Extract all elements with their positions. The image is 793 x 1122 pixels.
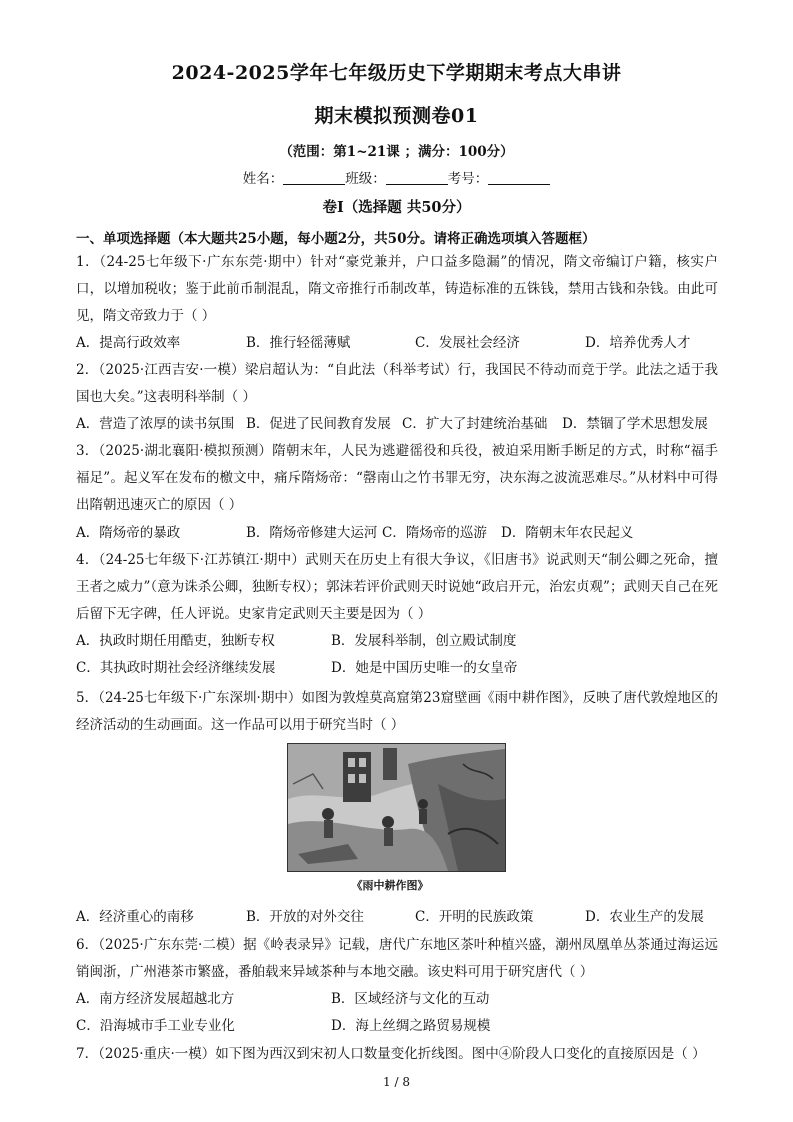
- option-c: C．其执政时期社会经济继续发展: [76, 660, 276, 676]
- question-3: 3．（2025·湖北襄阳·模拟预测）隋朝末年，人民为逃避徭役和兵役，被迫采用断手断足的方式，时称“福手福足”。起义军在发布的檄文中，痛斥隋炀帝：“罄南山之竹书罪无穷，决东海之波流恶难尽。”从材料中可得出隋朝迅速灭亡的原因（ ）: [76, 443, 718, 513]
- option-a: A．执政时期任用酷吏，独断专权: [76, 633, 275, 649]
- option-d: D．海上丝绸之路贸易规模: [331, 1018, 491, 1034]
- question-4-options-row2: [76, 655, 736, 682]
- option-b: B．推行轻徭薄赋: [246, 335, 351, 351]
- class-blank: [386, 170, 448, 185]
- option-a: A．提高行政效率: [76, 335, 181, 351]
- question-6: 6．（2025·广东东莞·二模）据《岭表录异》记载，唐代广东地区茶叶种植兴盛，潮州凤凰单丛茶通过海运远销闽浙，广州港茶市繁盛，番舶载来异域茶种与本地交融。该史料可用于研究唐代（ ）: [76, 937, 718, 980]
- option-d: D．培养优秀人才: [585, 335, 691, 351]
- question-2: 2．（2025·江西吉安·一模）梁启超认为：“自此法（科举考试）行，我国民不待动而竞于学。此法之适于我国也大矣。”这表明科举制（ ）: [76, 362, 718, 405]
- question-4-options-row1: [76, 628, 736, 655]
- option-c: C．开明的民族政策: [415, 909, 534, 925]
- question-1: 1．（24-25七年级下·广东东莞·期中）针对“豪党兼并，户口益多隐漏”的情况，隋文帝编订户籍，核实户口，以增加税收；鉴于此前币制混乱，隋文帝推行币制改革，铸造标准的五铢钱，禁用古钱和杂钱。由此可见，隋文帝致力于（ ）: [76, 254, 718, 324]
- question-1-options: [76, 330, 736, 357]
- option-c: C．隋炀帝的巡游: [382, 525, 487, 541]
- exam-no-label: 考号：: [447, 171, 489, 187]
- exam-no-blank: [488, 170, 550, 185]
- mural-image: [287, 743, 506, 872]
- section-title: 一、单项选择题（本大题共25小题，每小题2分，共50分。请将正确选项填入答题框）: [76, 231, 596, 247]
- option-d: D．她是中国历史唯一的女皇帝: [331, 660, 518, 676]
- option-b: B．区域经济与文化的互动: [331, 991, 490, 1007]
- question-5-options: [76, 904, 736, 931]
- exam-subtitle: 期末模拟预测卷01: [314, 105, 479, 127]
- option-a: A．隋炀帝的暴政: [76, 525, 181, 541]
- question-6-options-row2: [76, 1013, 736, 1040]
- option-b: B．隋炀帝修建大运河: [246, 525, 378, 541]
- page-number: 1 / 8: [383, 1075, 410, 1089]
- name-blank: [283, 170, 345, 185]
- exam-title: 2024-2025学年七年级历史下学期期末考点大串讲: [171, 62, 622, 84]
- option-a: A．南方经济发展超越北方: [76, 991, 235, 1007]
- question-6-options-row1: [76, 986, 736, 1013]
- name-label: 姓名：: [242, 171, 284, 187]
- exam-scope: （范围：第1~21课 ；满分：100分）: [279, 144, 514, 160]
- option-b: B．促进了民间教育发展: [246, 416, 391, 432]
- volume-title: 卷I（选择题 共50分）: [322, 199, 471, 216]
- question-2-options: [76, 411, 736, 438]
- class-label: 班级：: [345, 171, 386, 187]
- question-7: 7．（2025·重庆·一模）如下图为西汉到宋初人口数量变化折线图。图中④阶段人口变化的直接原因是（ ）: [76, 1046, 706, 1062]
- option-b: B．发展科举制，创立殿试制度: [331, 633, 517, 649]
- question-5: 5．（24-25七年级下·广东深圳·期中）如图为敦煌莫高窟第23窟壁画《雨中耕作图》，反映了唐代敦煌地区的经济活动的生动画面。这一作品可以用于研究当时（ ）: [76, 690, 718, 733]
- option-c: C．沿海城市手工业专业化: [76, 1018, 235, 1034]
- option-c: C．扩大了封建统治基础: [402, 416, 548, 432]
- option-a: A．营造了浓厚的读书氛围: [76, 416, 235, 432]
- figure-caption: 《雨中耕作图》: [351, 879, 429, 892]
- student-info: [0, 167, 793, 187]
- option-c: C．发展社会经济: [415, 335, 520, 351]
- option-d: D．农业生产的发展: [585, 909, 704, 925]
- question-4: 4．（24-25七年级下·江苏镇江·期中）武则天在历史上有很大争议，《旧唐书》说武则天“制公卿之死命，擅王者之威力”（意为诛杀公卿，独断专权）；郭沫若评价武则天时说她“政启开元，治宏贞观”；武则天自己在死后留下无字碑，任人评说。史家肯定武则天主要是因为（ ）: [76, 552, 718, 622]
- option-d: D．隋朝末年农民起义: [501, 525, 634, 541]
- option-d: D．禁锢了学术思想发展: [562, 416, 708, 432]
- option-b: B．开放的对外交往: [246, 909, 364, 925]
- option-a: A．经济重心的南移: [76, 909, 194, 925]
- question-3-options: [76, 520, 736, 547]
